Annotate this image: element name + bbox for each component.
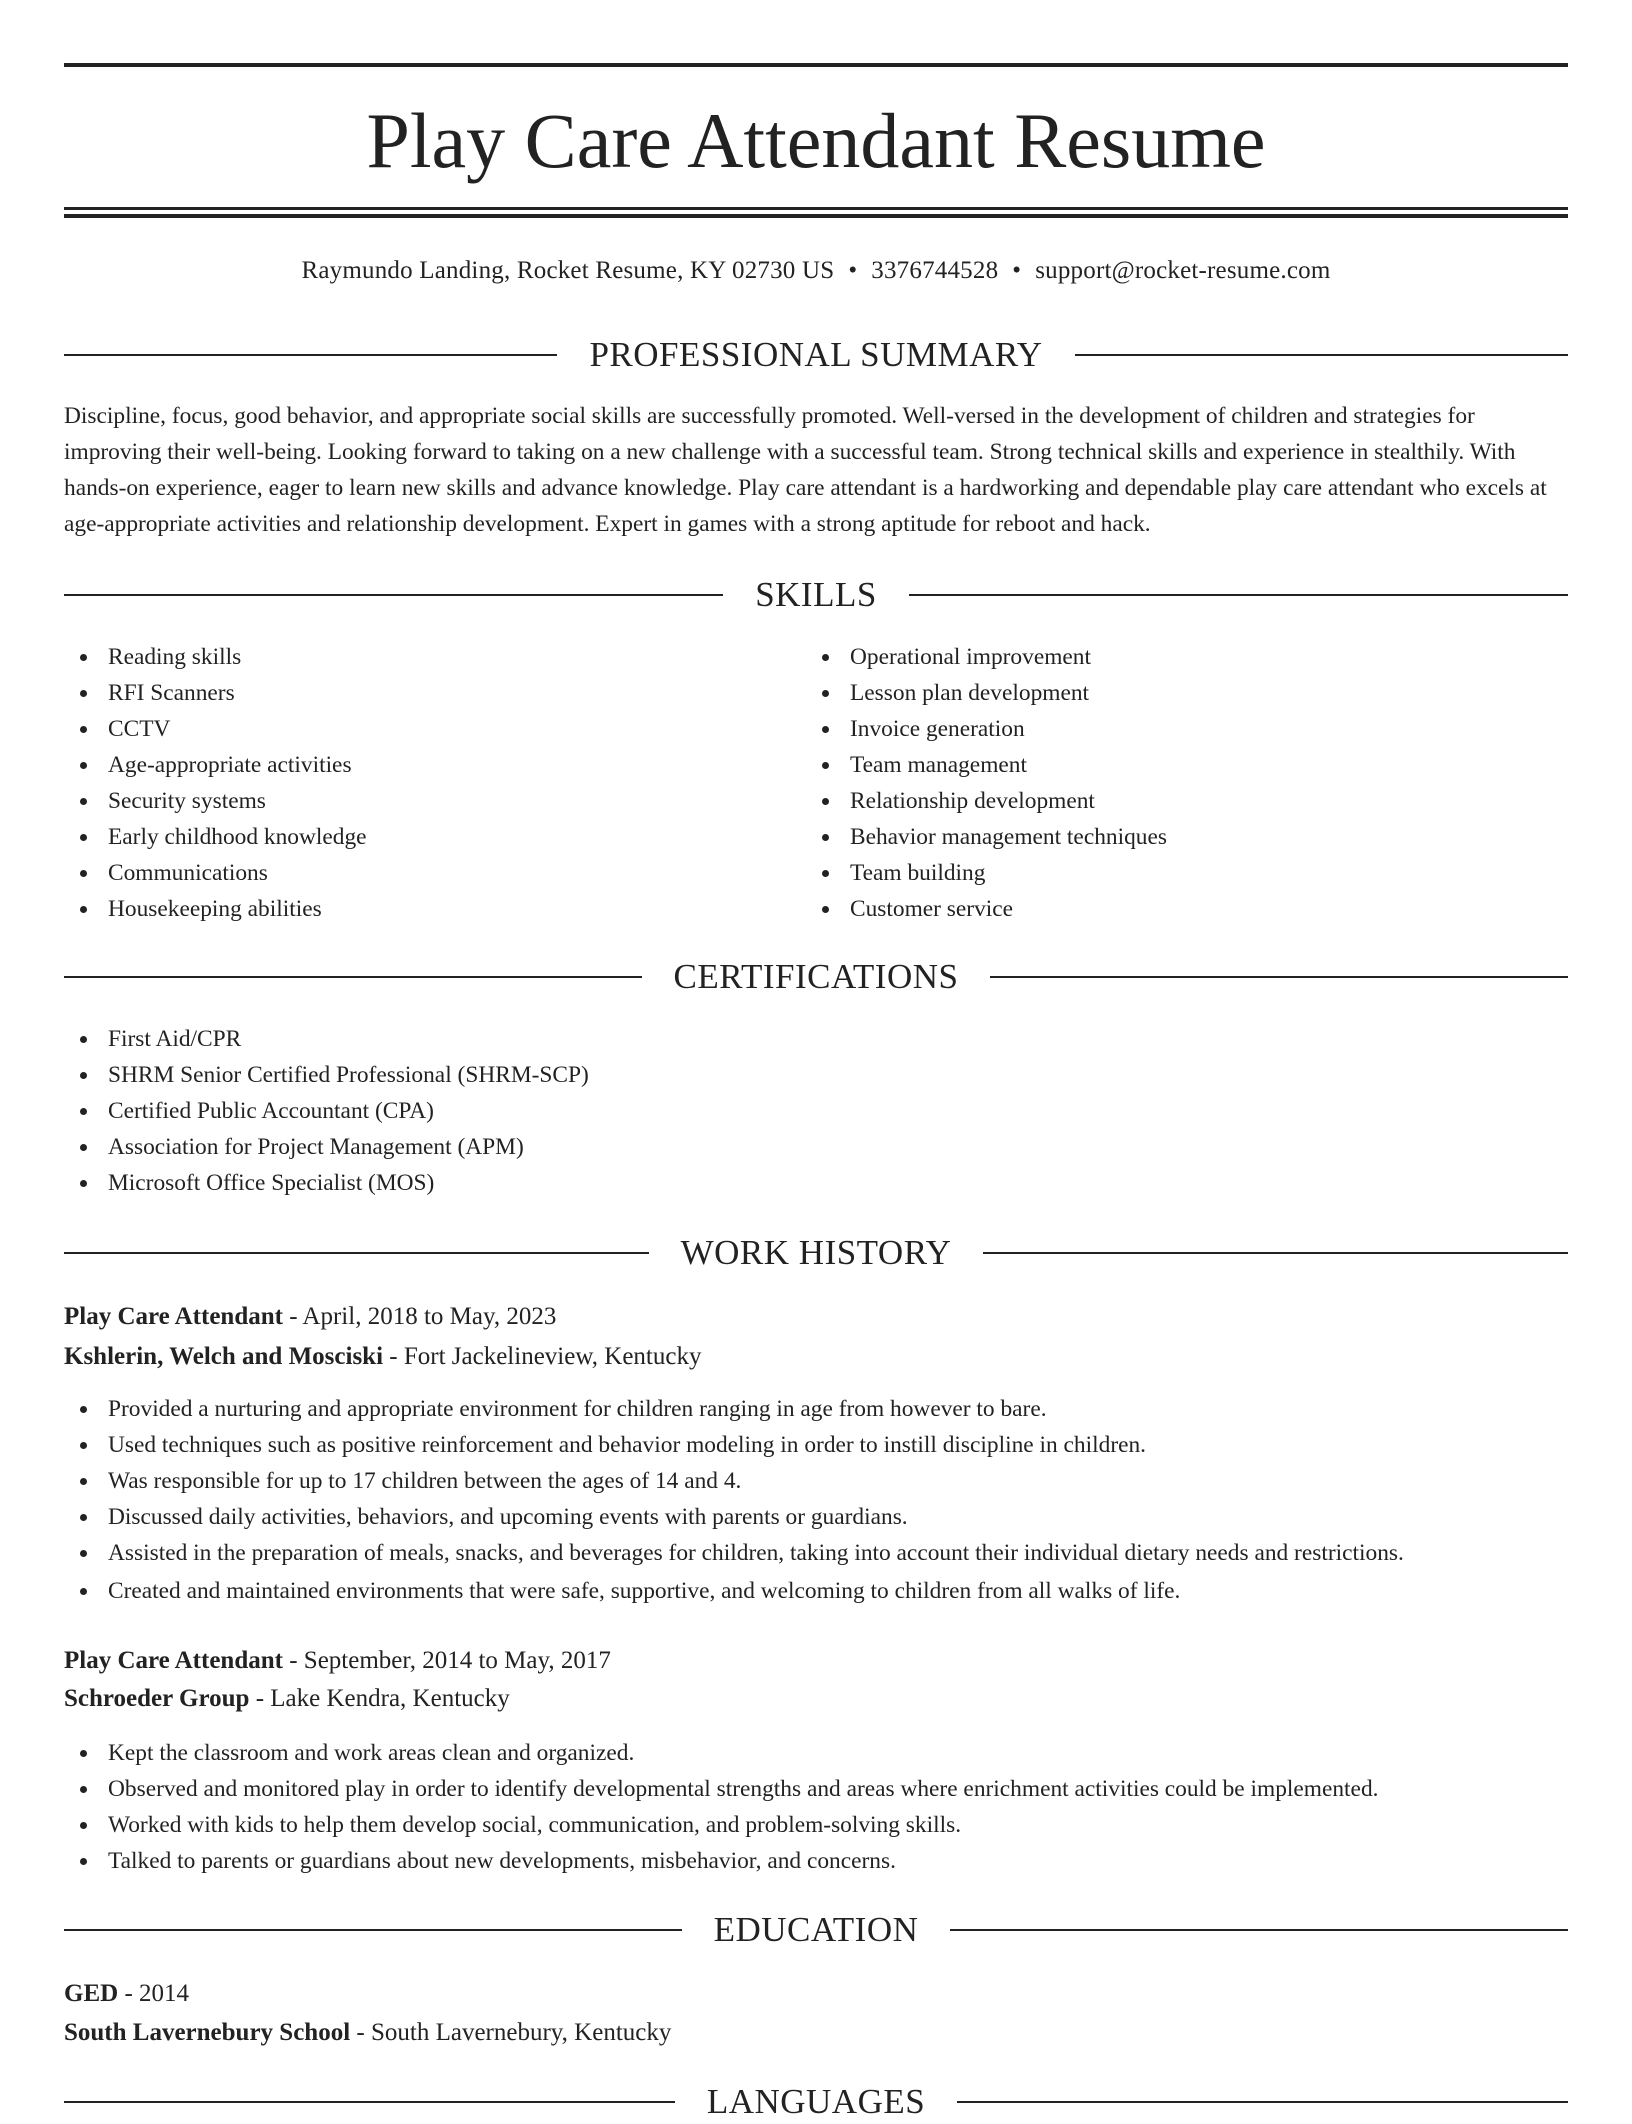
- skill-item: Team management: [806, 747, 1167, 783]
- job-duty-item: Was responsible for up to 17 children between the ages of 14 and 4.: [64, 1463, 1404, 1499]
- contact-line: [64, 254, 1568, 288]
- education-degree: GED: [64, 1980, 119, 2007]
- job-duties-list: [64, 1735, 1378, 1879]
- contact-email: support@rocket-resume.com: [1035, 257, 1331, 284]
- section-title: PROFESSIONAL SUMMARY: [589, 335, 1043, 374]
- job-duty-item: Used techniques such as positive reinforcement and behavior modeling in order to instill discipline in children.: [64, 1427, 1404, 1463]
- skill-item: RFI Scanners: [64, 675, 367, 711]
- skill-item: Housekeeping abilities: [64, 891, 367, 927]
- education-location: - South Lavernebury, Kentucky: [350, 2019, 672, 2046]
- heading-rule: [990, 976, 1568, 978]
- job-title-line: [64, 1299, 556, 1335]
- contact-phone: 3376744528: [871, 257, 999, 284]
- job-company: Schroeder Group: [64, 1685, 250, 1712]
- section-heading-certifications: [64, 955, 1568, 999]
- top-rule: [64, 63, 1568, 67]
- heading-rule: [1075, 354, 1568, 356]
- title-double-rule: [64, 207, 1568, 218]
- education-degree-line: [64, 1976, 189, 2012]
- certifications-list: [64, 1021, 589, 1201]
- job-location: - Fort Jackelineview, Kentucky: [383, 1343, 702, 1370]
- summary-text: Discipline, focus, good behavior, and appropriate social skills are successfully promoted. Well-versed in the development of children and strategies for improving their well-being. Looking forward to taking on a new challenge with a successful team. Strong technical skills and experience in stealthily. With hands-on experience, eager to learn new skills and advance knowledge. Play care attendant is a hardworking and dependable play care attendant who excels at age-appropriate activities and relationship development. Expert in games with a strong aptitude for reboot and hack.: [64, 403, 1547, 537]
- heading-rule: [64, 1929, 682, 1931]
- job-title: Play Care Attendant: [64, 1303, 283, 1330]
- section-title: LANGUAGES: [706, 2082, 926, 2121]
- section-heading-work-history: [64, 1231, 1568, 1275]
- heading-rule: [983, 1252, 1568, 1254]
- education-school-line: [64, 2015, 671, 2051]
- skill-item: CCTV: [64, 711, 367, 747]
- heading-rule: [957, 2101, 1568, 2103]
- skill-item: Security systems: [64, 783, 367, 819]
- heading-rule: [64, 976, 642, 978]
- resume-title: Play Care Attendant Resume: [366, 97, 1266, 184]
- job-duty-item: Created and maintained environments that were safe, supportive, and welcoming to children from all walks of life.: [64, 1573, 1404, 1609]
- heading-rule: [64, 594, 723, 596]
- job-duty-item: Kept the classroom and work areas clean and organized.: [64, 1735, 1378, 1771]
- job-company-line: [64, 1681, 510, 1717]
- section-title: CERTIFICATIONS: [673, 957, 959, 996]
- heading-rule: [64, 1252, 649, 1254]
- section-title: WORK HISTORY: [680, 1233, 952, 1272]
- section-title: EDUCATION: [713, 1910, 919, 1949]
- heading-rule: [950, 1929, 1568, 1931]
- job-location: - Lake Kendra, Kentucky: [249, 1685, 510, 1712]
- heading-rule: [909, 594, 1568, 596]
- skills-list-left: [64, 639, 367, 927]
- section-heading-skills: [64, 573, 1568, 617]
- education-year: - 2014: [118, 1980, 190, 2007]
- section-title: SKILLS: [755, 575, 877, 614]
- job-duty-item: Observed and monitored play in order to identify developmental strengths and areas where enrichment activities could be implemented.: [64, 1771, 1378, 1807]
- skill-item: Operational improvement: [806, 639, 1167, 675]
- section-heading-summary: [64, 333, 1568, 377]
- certification-item: First Aid/CPR: [64, 1021, 589, 1057]
- skill-item: Customer service: [806, 891, 1167, 927]
- education-school: South Lavernebury School: [64, 2019, 351, 2046]
- skill-item: Reading skills: [64, 639, 367, 675]
- skill-item: Invoice generation: [806, 711, 1167, 747]
- job-duty-item: Assisted in the preparation of meals, snacks, and beverages for children, taking into account their individual dietary needs and restrictions.: [64, 1535, 1404, 1571]
- job-company: Kshlerin, Welch and Mosciski: [64, 1343, 384, 1370]
- job-duty-item: Provided a nurturing and appropriate environment for children ranging in age from however to bare.: [64, 1391, 1404, 1427]
- job-company-line: [64, 1339, 701, 1375]
- skill-item: Behavior management techniques: [806, 819, 1167, 855]
- job-title: Play Care Attendant: [64, 1647, 283, 1674]
- certification-item: Certified Public Accountant (CPA): [64, 1093, 589, 1129]
- job-duty-item: Talked to parents or guardians about new developments, misbehavior, and concerns.: [64, 1843, 1378, 1879]
- heading-rule: [64, 354, 557, 356]
- contact-separator: •: [1012, 257, 1022, 284]
- section-heading-languages: [64, 2080, 1568, 2124]
- skill-item: Relationship development: [806, 783, 1167, 819]
- certification-item: SHRM Senior Certified Professional (SHRM-SCP): [64, 1057, 589, 1093]
- job-duty-item: Worked with kids to help them develop social, communication, and problem-solving skills.: [64, 1807, 1378, 1843]
- skill-item: Communications: [64, 855, 367, 891]
- job-dates: - September, 2014 to May, 2017: [282, 1647, 611, 1674]
- section-heading-education: [64, 1908, 1568, 1952]
- job-duty-item: Discussed daily activities, behaviors, and upcoming events with parents or guardians.: [64, 1499, 1404, 1535]
- skill-item: Early childhood knowledge: [64, 819, 367, 855]
- skills-list-right: [806, 639, 1167, 927]
- skill-item: Team building: [806, 855, 1167, 891]
- contact-address: Raymundo Landing, Rocket Resume, KY 02730 US: [301, 257, 835, 284]
- skill-item: Lesson plan development: [806, 675, 1167, 711]
- certification-item: Association for Project Management (APM): [64, 1129, 589, 1165]
- job-title-line: [64, 1643, 611, 1679]
- certification-item: Microsoft Office Specialist (MOS): [64, 1165, 589, 1201]
- job-dates: - April, 2018 to May, 2023: [282, 1303, 557, 1330]
- heading-rule: [64, 2101, 675, 2103]
- job-duties-list: [64, 1391, 1404, 1609]
- contact-separator: •: [848, 257, 858, 284]
- skill-item: Age-appropriate activities: [64, 747, 367, 783]
